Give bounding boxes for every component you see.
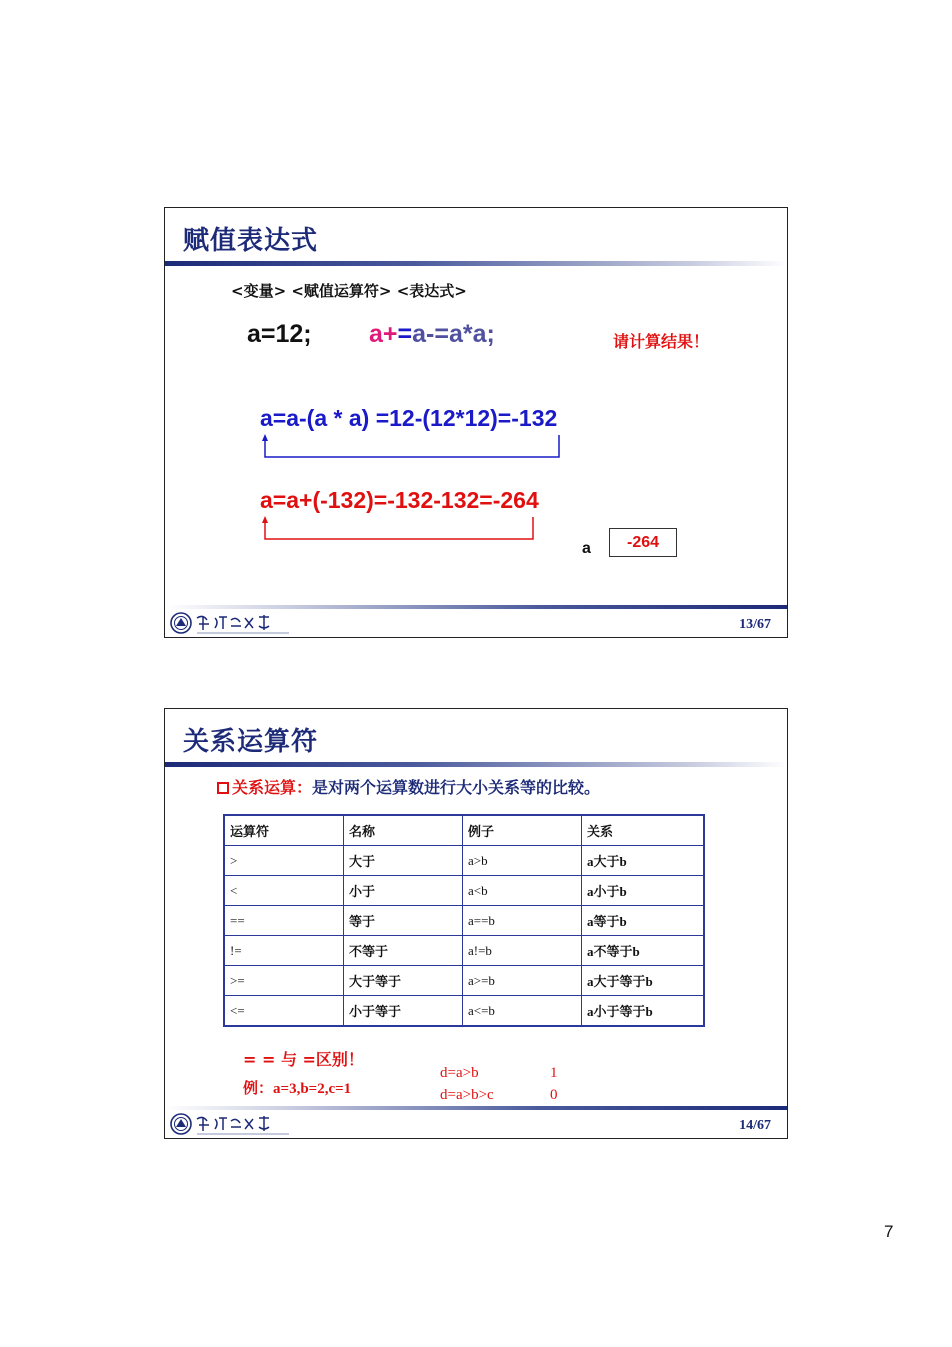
- table-row: [224, 936, 704, 966]
- step1-bracket-arrow: [259, 433, 565, 463]
- table-cell: a大于b: [582, 846, 705, 876]
- table-row: [224, 906, 704, 936]
- table-row: [224, 846, 704, 876]
- expr-part-plus: a+: [369, 320, 398, 348]
- table-cell: a等于b: [582, 906, 705, 936]
- bullet-label: 关系运算：: [232, 778, 313, 797]
- table-header-cell: 例子: [463, 815, 582, 846]
- table-header-cell: 关系: [582, 815, 705, 846]
- table-header-cell: 运算符: [224, 815, 344, 846]
- slide-title: 关系运算符: [183, 727, 319, 757]
- example2-expr: d=a>b>c: [440, 1087, 494, 1103]
- example1-value: 1: [550, 1065, 558, 1081]
- table-cell: a大于等于b: [582, 966, 705, 996]
- slide-assignment-expression: [164, 207, 788, 638]
- table-cell: a小于b: [582, 876, 705, 906]
- declaration: a=12;: [247, 320, 312, 348]
- title-divider: [165, 261, 787, 266]
- footer-divider: [165, 1106, 787, 1110]
- syntax-line: <变量> <赋值运算符> <表达式>: [231, 282, 467, 300]
- step2-bracket-arrow: [259, 515, 539, 545]
- table-cell: a<=b: [463, 996, 582, 1027]
- table-cell: a>b: [463, 846, 582, 876]
- example-line: [243, 1077, 351, 1098]
- table-cell: 小于等于: [344, 996, 463, 1027]
- title-divider: [165, 762, 787, 767]
- table-cell: 不等于: [344, 936, 463, 966]
- sjtu-logo: [169, 610, 289, 636]
- result-box: -264: [609, 528, 677, 557]
- step2-formula: a=a+(-132)=-132-132=-264: [260, 487, 539, 513]
- table-cell: 等于: [344, 906, 463, 936]
- bullet-line: [217, 775, 600, 798]
- compound-expression: [369, 320, 495, 349]
- example-values: a=3,b=2,c=1: [273, 1081, 352, 1097]
- table-header-row: [224, 815, 704, 846]
- slide-page-number: 14/67: [739, 1118, 771, 1133]
- table-cell: a>=b: [463, 966, 582, 996]
- operators-table: [223, 814, 705, 1027]
- table-row: [224, 966, 704, 996]
- sjtu-logo: [169, 1111, 289, 1137]
- slide-page-number: 13/67: [739, 617, 771, 632]
- hollow-square-icon: [217, 782, 229, 794]
- table-cell: a不等于b: [582, 936, 705, 966]
- table-cell: >=: [224, 966, 344, 996]
- table-cell: 大于: [344, 846, 463, 876]
- example1-expr: d=a>b: [440, 1065, 479, 1081]
- example2-value: 0: [550, 1087, 558, 1103]
- footer-divider: [165, 605, 787, 609]
- table-cell: <: [224, 876, 344, 906]
- table-cell: a==b: [463, 906, 582, 936]
- table-cell: >: [224, 846, 344, 876]
- table-cell: 大于等于: [344, 966, 463, 996]
- expr-part-eq: =: [397, 320, 413, 348]
- expr-part-rest: a-=a*a;: [412, 320, 495, 348]
- table-cell: a<b: [463, 876, 582, 906]
- example-label: 例：: [243, 1079, 274, 1097]
- document-page-number: 7: [884, 1222, 894, 1241]
- table-cell: <=: [224, 996, 344, 1027]
- bullet-text: 是对两个运算数进行大小关系等的比较。: [312, 778, 601, 797]
- equality-note: = = 与 =区别！: [243, 1050, 364, 1069]
- slide-relational-operators: [164, 708, 788, 1139]
- table-cell: ==: [224, 906, 344, 936]
- table-cell: a!=b: [463, 936, 582, 966]
- table-row: [224, 996, 704, 1027]
- table-header-cell: 名称: [344, 815, 463, 846]
- table-cell: !=: [224, 936, 344, 966]
- slide-title: 赋值表达式: [183, 226, 319, 256]
- table-row: [224, 876, 704, 906]
- step1-formula: a=a-(a * a) =12-(12*12)=-132: [260, 405, 558, 431]
- table-cell: 小于: [344, 876, 463, 906]
- variable-label: a: [582, 540, 591, 557]
- table-cell: a小于等于b: [582, 996, 705, 1027]
- calc-prompt: 请计算结果！: [613, 332, 710, 351]
